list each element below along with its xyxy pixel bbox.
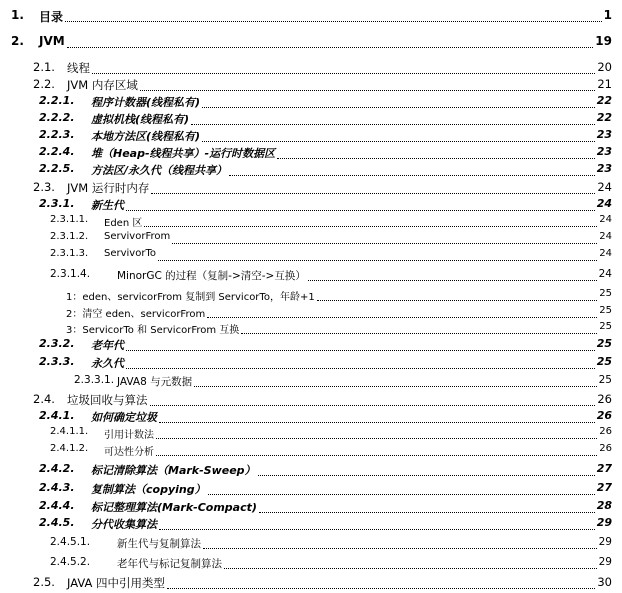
toc-page-number: 25 [599, 305, 612, 316]
toc-title: 程序计数器(线程私有) [91, 96, 201, 109]
toc-page-number: 25 [599, 321, 612, 332]
toc-number: 2.4.1.1. [50, 426, 89, 437]
toc-row[interactable] [0, 34, 622, 52]
toc-row[interactable] [0, 248, 622, 266]
leader-dots [167, 587, 595, 589]
toc-number: 2.1. [33, 60, 55, 74]
toc-title: Eden 区 [104, 214, 143, 229]
toc-page-number: 19 [595, 34, 612, 48]
toc-title: ServivorTo [104, 248, 156, 259]
leader-dots [92, 72, 595, 74]
toc-row[interactable] [0, 288, 622, 306]
leader-dots [65, 20, 602, 22]
toc-number: 2.2. [33, 77, 55, 91]
toc-title: 标记整理算法(Mark-Compact) [91, 501, 257, 514]
toc-row[interactable] [0, 337, 622, 355]
toc-row[interactable] [0, 268, 622, 286]
toc-title: JVM 运行时内存 [67, 181, 150, 195]
leader-dots [159, 528, 595, 530]
toc-row[interactable] [0, 409, 622, 427]
toc-page-number: 24 [599, 231, 612, 242]
toc-number: 2.4.2. [39, 462, 75, 475]
toc-number: 2.3.1.2. [50, 231, 89, 242]
toc-row[interactable] [0, 556, 622, 574]
leader-dots [224, 567, 597, 569]
toc-title: 1：eden、servicorFrom 复制到 ServicorTo，年龄+1 [66, 288, 316, 303]
toc-title: ServivorFrom [104, 231, 171, 242]
toc-number: 2.4.5.2. [50, 556, 91, 568]
leader-dots [241, 332, 597, 334]
toc-row[interactable] [0, 231, 622, 249]
toc-title: 3：ServicorTo 和 ServicorFrom 互换 [66, 321, 240, 336]
leader-dots [207, 316, 597, 318]
leader-dots [150, 404, 596, 406]
toc-page-number: 23 [596, 162, 612, 175]
leader-dots [158, 259, 597, 261]
toc-title: 本地方法区(线程私有) [91, 130, 201, 143]
toc-number: 2.4.4. [39, 499, 75, 512]
toc-row[interactable] [0, 214, 622, 232]
toc-number: 2.4.1. [39, 409, 75, 422]
toc-number: 2.3.3. [39, 355, 75, 368]
toc-number: 2.2.2. [39, 111, 75, 124]
toc-title: 引用计数法 [104, 426, 155, 441]
toc-page-number: 29 [598, 556, 612, 568]
toc-page-number: 24 [599, 214, 612, 225]
toc-title: 2：清空 eden、servicorFrom [66, 305, 206, 320]
leader-dots [159, 421, 595, 423]
leader-dots [308, 279, 597, 281]
toc-number: 2.2.4. [39, 145, 75, 158]
toc-row[interactable] [0, 392, 622, 410]
leader-dots [151, 192, 595, 194]
toc-page-number: 24 [596, 197, 612, 210]
toc-page-number: 25 [596, 337, 612, 350]
leader-dots [229, 174, 595, 176]
toc-number: 2.4.3. [39, 481, 75, 494]
toc-page-number: 24 [597, 180, 612, 194]
toc-row[interactable] [0, 111, 622, 129]
toc-title: 方法区/永久代（线程共享） [91, 164, 228, 177]
toc-row[interactable] [0, 462, 622, 480]
leader-dots [126, 349, 595, 351]
toc-title: JAVA 四中引用类型 [67, 576, 165, 590]
toc-number: 2. [11, 34, 24, 48]
toc-row[interactable] [0, 162, 622, 180]
toc-title: 永久代 [91, 357, 124, 370]
toc-page-number: 20 [597, 60, 612, 74]
toc-title: 虚拟机栈(线程私有) [91, 113, 190, 126]
toc-row[interactable] [0, 8, 622, 26]
toc-page-number: 22 [596, 94, 612, 107]
leader-dots [172, 242, 597, 244]
toc-number: 2.4. [33, 392, 55, 406]
toc-page-number: 27 [596, 481, 612, 494]
leader-dots [126, 209, 595, 211]
toc-row[interactable] [0, 426, 622, 444]
leader-dots [67, 46, 594, 48]
toc-title: 老年代与标记复制算法 [117, 558, 222, 570]
toc-row[interactable] [0, 60, 622, 78]
leader-dots [277, 157, 595, 159]
toc-title: 线程 [67, 61, 90, 75]
toc-page-number: 27 [596, 462, 612, 475]
toc-row[interactable] [0, 128, 622, 146]
toc-number: 2.4.1.2. [50, 443, 89, 454]
toc-page-number: 23 [596, 145, 612, 158]
leader-dots [259, 511, 595, 513]
toc-number: 2.3.1. [39, 197, 75, 210]
toc-page-number: 24 [598, 268, 612, 280]
toc-number: 2.3. [33, 180, 55, 194]
toc-page-number: 26 [596, 409, 612, 422]
toc-row[interactable] [0, 145, 622, 163]
toc-page-number: 21 [597, 77, 612, 91]
toc-number: 2.3.1.1. [50, 214, 89, 225]
toc-row[interactable] [0, 355, 622, 373]
toc-number: 2.3.1.4. [50, 268, 91, 280]
leader-dots [144, 225, 597, 227]
toc-page-number: 29 [596, 516, 612, 529]
leader-dots [203, 547, 597, 549]
toc-title: 如何确定垃圾 [91, 411, 157, 424]
toc-number: 2.5. [33, 575, 55, 589]
toc-page-number: 24 [599, 248, 612, 259]
toc-title: 新生代与复制算法 [117, 538, 201, 550]
toc-number: 2.3.3.1. [74, 374, 115, 386]
toc-number: 2.2.3. [39, 128, 75, 141]
toc-row[interactable] [0, 499, 622, 517]
toc-title: JVM 内存区域 [67, 78, 138, 92]
toc-page-number: 28 [596, 499, 612, 512]
toc-row[interactable] [0, 443, 622, 461]
toc-title: 可达性分析 [104, 443, 155, 458]
toc-row[interactable] [0, 516, 622, 534]
toc-number: 2.4.5.1. [50, 536, 91, 548]
leader-dots [317, 299, 598, 301]
toc-title: 老年代 [91, 339, 124, 352]
toc-page-number: 25 [599, 288, 612, 299]
toc-number: 2.4.5. [39, 516, 75, 529]
leader-dots [208, 493, 595, 495]
toc-page-number: 23 [596, 128, 612, 141]
leader-dots [202, 140, 595, 142]
leader-dots [156, 454, 597, 456]
toc-number: 2.3.2. [39, 337, 75, 350]
toc-title: 标记清除算法（Mark-Sweep） [91, 464, 256, 477]
toc-number: 2.2.1. [39, 94, 75, 107]
toc-title: 复制算法（copying） [91, 483, 206, 496]
leader-dots [194, 385, 596, 387]
toc-title: JVM [39, 34, 65, 48]
toc-row[interactable] [0, 374, 622, 392]
leader-dots [140, 89, 596, 91]
toc-title: 垃圾回收与算法 [67, 393, 148, 407]
leader-dots [258, 474, 595, 476]
toc-title: 新生代 [91, 199, 124, 212]
toc-row[interactable] [0, 481, 622, 499]
toc-title: 目录 [39, 10, 64, 24]
toc-title: 堆（Heap-线程共享）-运行时数据区 [91, 147, 276, 160]
toc-number: 2.2.5. [39, 162, 75, 175]
toc-page-number: 1 [603, 8, 612, 22]
toc-page-number: 26 [597, 392, 612, 406]
toc-page-number: 26 [599, 426, 612, 437]
leader-dots [126, 367, 595, 369]
toc-row[interactable] [0, 77, 622, 95]
toc-page-number: 22 [596, 111, 612, 124]
toc-page-number: 25 [596, 355, 612, 368]
leader-dots [191, 123, 595, 125]
toc-page-number: 26 [599, 443, 612, 454]
toc-row[interactable] [0, 197, 622, 215]
toc-page-number: 29 [598, 536, 612, 548]
toc-row[interactable] [0, 575, 622, 593]
toc-title: MinorGC 的过程（复制->清空->互换） [117, 270, 306, 282]
toc-number: 2.3.1.3. [50, 248, 89, 259]
toc-page-number: 30 [597, 575, 612, 589]
toc-row[interactable] [0, 180, 622, 198]
toc-title: 分代收集算法 [91, 518, 157, 531]
leader-dots [202, 106, 595, 108]
leader-dots [156, 437, 597, 439]
toc-title: JAVA8 与元数据 [117, 376, 193, 388]
toc-page-number: 25 [598, 374, 612, 386]
toc-row[interactable] [0, 94, 622, 112]
toc-row[interactable] [0, 536, 622, 554]
toc-number: 1. [11, 8, 24, 22]
